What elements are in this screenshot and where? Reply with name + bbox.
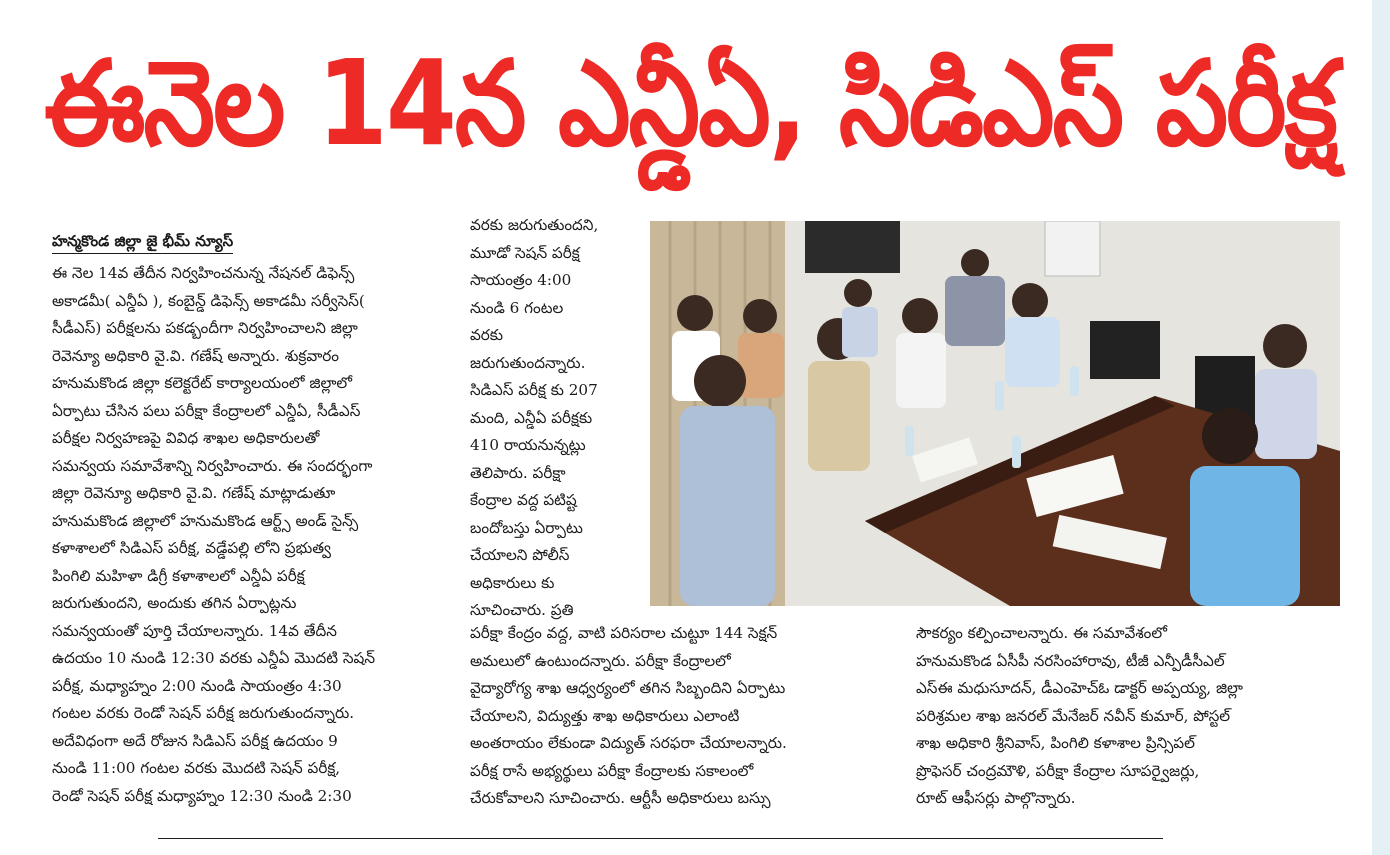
article-line: సమన్వయంతో పూర్తి చేయాలన్నారు. 14వ తేదీన (52, 621, 337, 640)
article-line: నుండి 6 గంటల (470, 298, 564, 317)
article-column-2 (470, 212, 645, 625)
article-line: పరీక్షల నిర్వహణపై వివిధ శాఖల అధికారులతో (52, 429, 320, 447)
article-line: ఎస్ఈ మధుసూదన్, డీఎంహెచ్ఓ డాక్టర్ అప్పయ్య, జిల్లా (916, 679, 1243, 697)
article-line: వరకు జరుగుతుందని, (470, 216, 599, 234)
article-line: హనుమకొండ జిల్లా కలెక్టరేట్ కార్యాలయంలో జిల్లాలో (52, 374, 352, 392)
article-line: కేంద్రాల వద్ద పటిష్ట (470, 491, 577, 509)
article-line: పరీక్ష, మధ్యాహ్నం 2:00 నుండి సాయంత్రం 4:30 (52, 676, 342, 695)
headline: ఈనెల 14న ఎన్డీఏ, సిడిఎస్ పరీక్ష (44, 36, 1336, 173)
byline: హన్మకొండ జిల్లా జై భీమ్ న్యూస్ (52, 229, 233, 254)
article-column-3 (470, 620, 900, 813)
column-1-body (52, 260, 447, 810)
article-line: అదేవిధంగా అదే రోజున సిడిఎస్ పరీక్ష ఉదయం 9 (52, 731, 338, 750)
article-line: అధికారులు కు (470, 573, 555, 592)
bottom-divider (158, 838, 1163, 839)
article-line: చేయాలని పోలీస్ (470, 546, 570, 564)
article-line: ఈ నెల 14వ తేదీన నిర్వహించనున్న నేషనల్ డిఫెన్స్ (52, 264, 355, 282)
article-line: పరీక్షా కేంద్రం వద్ద, వాటి పరిసరాల చుట్టూ 144 సెక్షన్ (470, 624, 778, 642)
article-line: ఉదయం 10 నుండి 12:30 వరకు ఎన్డీఏ మొదటి సెషన్ (52, 649, 375, 667)
article-line: చేయాలని, విద్యుత్తు శాఖ అధికారులు ఎలాంటి (470, 706, 740, 725)
meeting-photo (650, 221, 1340, 606)
article-line: ప్రొఫెసర్ చంద్రమౌళి, పరీక్షా కేంద్రాల సూపర్వైజర్లు, (916, 761, 1200, 780)
article-column-4 (916, 620, 1336, 813)
article-line: మూడో సెషన్ పరీక్ష (470, 243, 580, 262)
article-line: పరీక్ష రాసే అభ్యర్థులు పరీక్షా కేంద్రాలకు సకాలంలో (470, 761, 754, 780)
article-line: అంతరాయం లేకుండా విద్యుత్ సరఫరా చేయాలన్నారు. (470, 734, 787, 752)
article-line: పింగిలి మహిళా డిగ్రీ కళాశాలలో ఎన్డీఏ పరీక్ష (52, 566, 305, 585)
article-line: సూచించారు. ప్రతి (470, 601, 574, 619)
article-line: జిల్లా రెవెన్యూ అధికారి వై.వి. గణేష్ మాట్లాడుతూ (52, 484, 336, 502)
article-line: ఏర్పాటు చేసిన పలు పరీక్షా కేంద్రాలలో ఎన్డీఏ, సీడీఎస్ (52, 401, 361, 420)
article-line: రూట్ ఆఫీసర్లు పాల్గొన్నారు. (916, 789, 1076, 807)
article-line: గంటల వరకు రెండో సెషన్ పరీక్ష జరుగుతుందన్నారు. (52, 704, 355, 722)
page-edge-strip (1372, 0, 1390, 855)
article-line: నుండి 11:00 గంటల వరకు మొదటి సెషన్ పరీక్ష, (52, 759, 341, 777)
article-line: 410 రాయనున్నట్లు (470, 436, 586, 454)
article-line: సమన్వయ సమావేశాన్ని నిర్వహించారు. ఈ సందర్భంగా (52, 456, 373, 475)
article-line: పరిశ్రమల శాఖ జనరల్ మేనేజర్ నవీన్ కుమార్, పోస్టల్ (916, 706, 1231, 725)
article-line: రెవెన్యూ అధికారి వై.వి. గణేష్ అన్నారు. శుక్రవారం (52, 346, 339, 365)
article-line: సౌకర్యం కల్పించాలన్నారు. ఈ సమావేశంలో (916, 624, 1167, 642)
article-line: రెండో సెషన్ పరీక్ష మధ్యాహ్నం 12:30 నుండి 2:30 (52, 786, 352, 805)
article-line: చేరుకోవాలని సూచించారు. ఆర్టీసీ అధికారులు బస్సు (470, 789, 771, 807)
article-line: హనుమకొండ ఏసీపీ నరసింహారావు, టీజీ ఎన్పీడీసీఎల్ (916, 651, 1225, 670)
article-line: వరకు (470, 326, 503, 344)
article-line: శాఖ అధికారి శ్రీనివాస్, పింగిలి కళాశాల ప్రిన్సిపల్ (916, 734, 1195, 752)
article-line: అకాడమీ( ఎన్డీఏ ), కంబైన్డ్ డిఫెన్స్ అకాడమీ సర్వీసెస్( (52, 291, 365, 310)
article-line: కళాశాలలో సిడిఎస్ పరీక్ష, వడ్డేపల్లి లోని ప్రభుత్వ (52, 539, 331, 557)
article-line: అమలులో ఉంటుందన్నారు. పరీక్షా కేంద్రాలలో (470, 651, 731, 670)
article-line: మంది, ఎన్డీఏ పరీక్షకు (470, 408, 593, 427)
article-column-1 (52, 228, 447, 810)
article-line: సిడిఎస్ పరీక్ష కు 207 (470, 381, 598, 399)
article-line: సాయంత్రం 4:00 (470, 271, 572, 289)
article-line: హనుమకొండ జిల్లాలో హనుమకొండ ఆర్ట్స్ అండ్ సైన్స్ (52, 511, 359, 530)
article-line: సీడీఎస్) పరీక్షలను పకడ్బందీగా నిర్వహించాలని జిల్లా (52, 319, 358, 337)
article-line: తెలిపారు. పరీక్షా (470, 463, 566, 482)
article-line: వైద్యారోగ్య శాఖ ఆధ్వర్యంలో తగిన సిబ్బందిని ఏర్పాటు (470, 679, 786, 697)
article-line: జరుగుతుందన్నారు. (470, 353, 586, 372)
article-line: జరుగుతుందని, అందుకు తగిన ఏర్పాట్లను (52, 594, 297, 612)
article-line: బందోబస్తు ఏర్పాటు (470, 518, 583, 537)
